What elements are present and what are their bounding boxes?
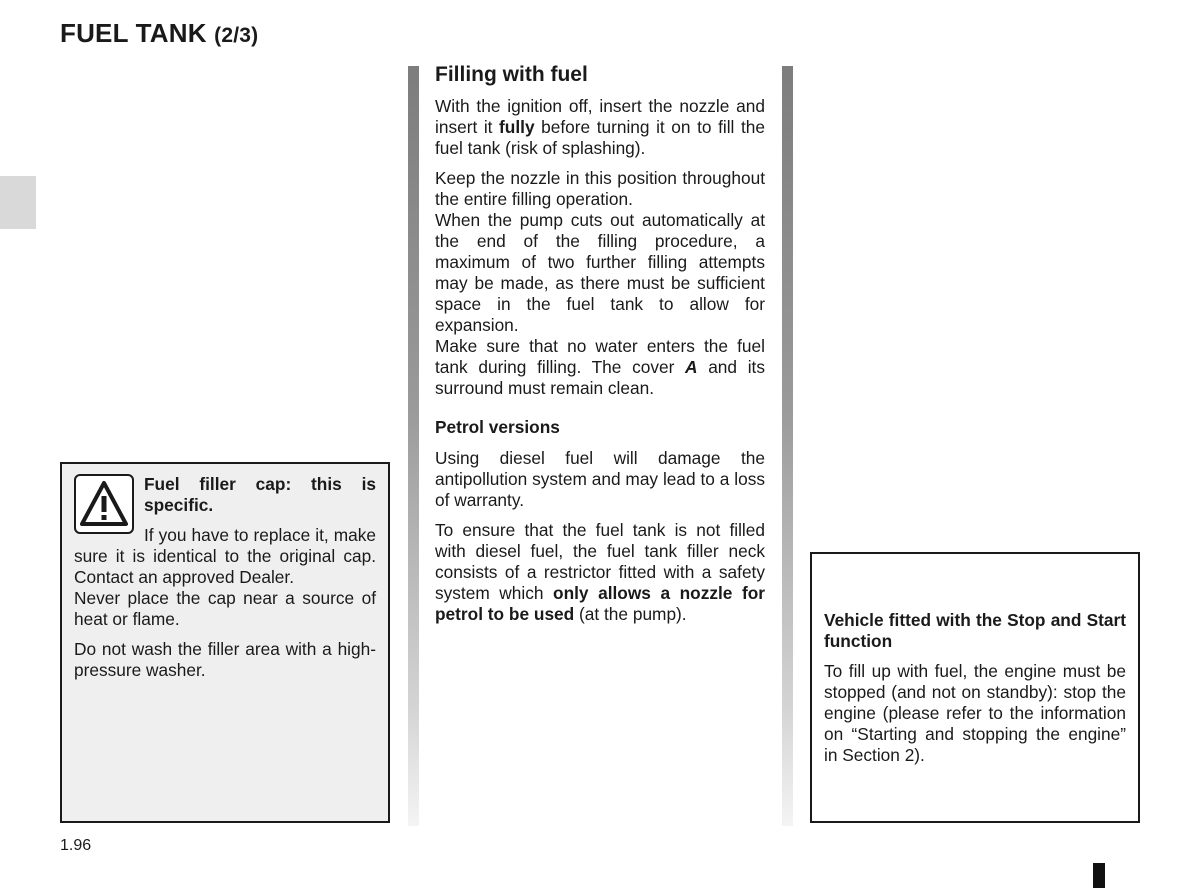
info-heading: Vehicle fitted with the Stop and Start function (824, 610, 1126, 651)
paragraph-pump-cutout: When the pump cuts out automatically at the end of the filling procedure, a maximum of two further filling attempts may be made, as there must be sufficient space in the fuel tank to allow for expansion. (435, 210, 765, 335)
edge-marker (1093, 863, 1105, 888)
section-tab (0, 176, 36, 229)
page-title-text: FUEL TANK (60, 18, 207, 48)
info-text: To fill up with fuel, the engine must be stopped (and not on standby): stop the engine (please refer to the information on “Starting and stopping the engine” in Section 2). (824, 661, 1126, 765)
paragraph-keep-nozzle: Keep the nozzle in this position throughout the entire filling operation. (435, 168, 765, 209)
main-column (435, 60, 765, 634)
warning-box (60, 462, 390, 823)
paragraph-diesel-damage: Using diesel fuel will damage the antipollution system and may lead to a loss of warranty. (435, 448, 765, 510)
paragraph-no-water: Make sure that no water enters the fuel tank during filling. The cover A and its surround must remain clean. (435, 336, 765, 398)
warning-text-heat: Never place the cap near a source of heat or flame. (74, 588, 376, 629)
column-divider-left (408, 66, 419, 826)
column-divider-right (782, 66, 793, 826)
page-number: 1.96 (60, 837, 92, 854)
warning-text-replace: If you have to replace it, make sure it is identical to the original cap. Contact an approved Dealer. (74, 525, 376, 587)
warning-triangle-icon (74, 474, 134, 534)
warning-heading: Fuel filler cap: this is specific. (144, 474, 376, 515)
paragraph-insert-nozzle: With the ignition off, insert the nozzle and insert it fully before turning it on to fill the fuel tank (risk of splashing). (435, 96, 765, 158)
petrol-versions-heading: Petrol versions (435, 417, 560, 437)
paragraph-restrictor: To ensure that the fuel tank is not filled with diesel fuel, the fuel tank filler neck consists of a restrictor fitted with a safety system which only allows a nozzle for petrol to be used (at the pump). (435, 520, 765, 624)
page-title-part: (2/3) (214, 24, 259, 47)
info-box (810, 552, 1140, 823)
warning-text-wash: Do not wash the filler area with a high-pressure washer. (74, 639, 376, 680)
page-title (60, 18, 258, 49)
section-heading: Filling with fuel (435, 63, 588, 86)
